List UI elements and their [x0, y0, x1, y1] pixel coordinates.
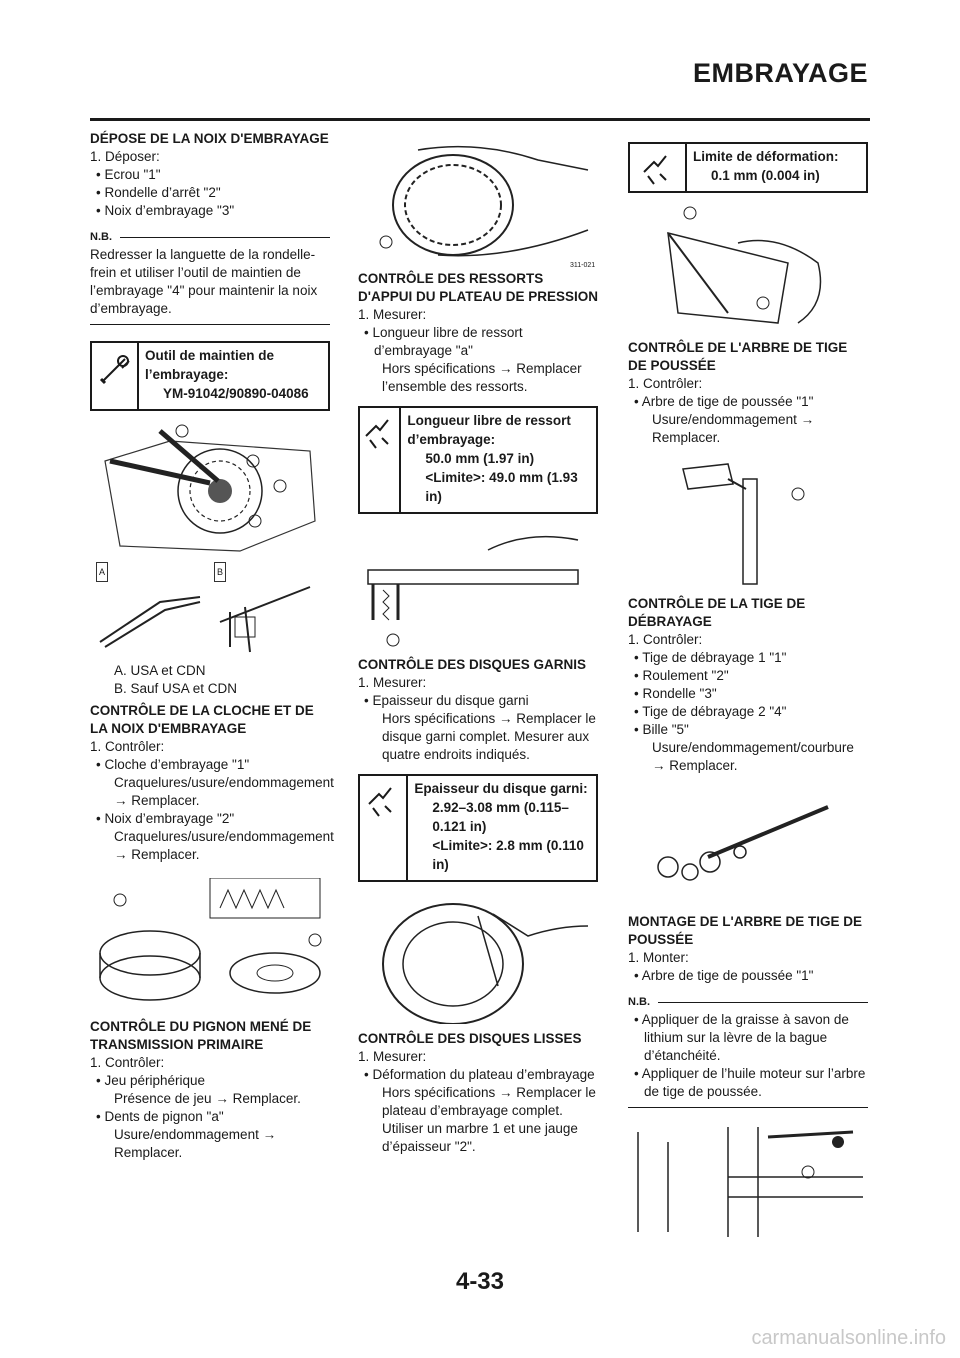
bullet-item: • Cloche d’embrayage "1"	[96, 757, 250, 772]
legend-item: B. Sauf USA et CDN	[114, 681, 238, 696]
flatness-check-figure	[628, 203, 868, 333]
tool-box	[90, 341, 330, 411]
spec-box	[628, 142, 868, 193]
bullet-detail: Hors spécifications → Remplacer le plateau d’embrayage complet. Utiliser un marbre 1 et une jauge d’épaisseur "2".	[382, 1085, 596, 1154]
note-block	[628, 993, 868, 1108]
tool-number: YM-91042/90890-04086	[163, 386, 309, 401]
step: 1. Monter:	[628, 950, 689, 965]
spec-title: Longueur libre de ressort d’embrayage:	[407, 413, 571, 447]
bullet-item: • Ecrou "1"	[96, 167, 161, 182]
note-label: N.B.	[628, 996, 650, 1008]
spec-value: 50.0 mm (1.97 in)	[425, 451, 535, 466]
step: 1. Déposer:	[90, 149, 160, 164]
bullet-item: • Tige de débrayage 2 "4"	[634, 704, 787, 719]
note-block	[90, 228, 330, 325]
bullet-item: • Epaisseur du disque garni	[364, 693, 529, 708]
note-item: • Appliquer de l’huile moteur sur l’arbre de tige de poussée.	[634, 1066, 866, 1099]
bullet-item: • Rondelle "3"	[634, 686, 717, 701]
caliper-icon	[360, 776, 408, 880]
bullet-detail: Usure/endommagement → Remplacer.	[652, 412, 815, 445]
section-title: CONTRÔLE DE LA TIGE DE DÉBRAYAGE	[628, 596, 806, 629]
bullet-detail: Usure/endommagement → Remplacer.	[114, 1127, 277, 1160]
step: 1. Contrôler:	[628, 632, 703, 647]
bullet-item: • Tige de débrayage 1 "1"	[634, 650, 787, 665]
note-label: N.B.	[90, 231, 112, 243]
wrench-icon	[92, 343, 139, 409]
section-title: CONTRÔLE DE L'ARBRE DE TIGE DE POUSSÉE	[628, 340, 848, 373]
note-text: Redresser la languette de la rondelle-frein et utiliser l’outil de maintien de l’embrayage "4" pour maintenir la noix d’embrayage.	[90, 247, 318, 316]
bullet-detail: Craquelures/usure/endommagement → Remplacer.	[114, 775, 334, 808]
header-rule	[90, 118, 870, 121]
clutch-holder-figure	[90, 421, 325, 556]
bullet-detail: Usure/endommagement/courbure → Remplacer.	[652, 740, 854, 773]
spec-box	[358, 774, 598, 882]
step: 1. Mesurer:	[358, 675, 427, 690]
clutch-boss-figure	[90, 878, 325, 1008]
bullet-detail: Hors spécifications → Remplacer l’ensemble des ressorts.	[382, 361, 582, 394]
spec-limit: <Limite>: 2.8 mm (0.110 in)	[432, 838, 584, 872]
page-title: EMBRAYAGE	[692, 58, 868, 88]
bullet-item: • Longueur libre de ressort d’embrayage "a"	[364, 325, 523, 358]
bullet-item: • Arbre de tige de poussée "1"	[634, 968, 814, 983]
step: 1. Contrôler:	[90, 1055, 165, 1070]
friction-plate-figure	[358, 896, 598, 1024]
column-3	[628, 130, 868, 1248]
section-title: CONTRÔLE DES RESSORTS D'APPUI DU PLATEAU DE PRESSION	[358, 271, 598, 304]
bullet-item: • Rondelle d’arrêt "2"	[96, 185, 221, 200]
spec-box	[358, 406, 598, 514]
section-title: CONTRÔLE DU PIGNON MENÉ DE TRANSMISSION PRIMAIRE	[90, 1019, 312, 1052]
bullet-item: • Dents de pignon "a"	[96, 1109, 224, 1124]
bullet-item: • Jeu périphérique	[96, 1073, 206, 1088]
bullet-item: • Arbre de tige de poussée "1"	[634, 394, 814, 409]
tool-title: Outil de maintien de l’embrayage:	[145, 348, 275, 382]
section-title: CONTRÔLE DES DISQUES GARNIS	[358, 657, 587, 672]
column-2	[358, 130, 598, 1156]
page-number: 4-33	[455, 1268, 505, 1295]
step: 1. Mesurer:	[358, 1049, 427, 1064]
bullet-detail: Hors spécifications → Remplacer le disque garni complet. Mesurer aux quatre endroits indiqués.	[382, 711, 596, 762]
installation-figure	[628, 1122, 868, 1242]
caliper-icon	[630, 144, 687, 191]
spec-title: Limite de déformation:	[693, 149, 839, 164]
bullet-item: • Déformation du plateau d’embrayage	[364, 1067, 595, 1082]
bullet-item: • Noix d’embrayage "2"	[96, 811, 235, 826]
step: 1. Contrôler:	[90, 739, 165, 754]
push-lever-shaft-figure	[628, 459, 868, 589]
column-1	[90, 130, 334, 1162]
step: 1. Contrôler:	[628, 376, 703, 391]
bullet-item: • Roulement "2"	[634, 668, 729, 683]
bullet-item: • Noix d’embrayage "3"	[96, 203, 235, 218]
bullet-item: • Bille "5"	[634, 722, 689, 737]
push-rod-figure	[628, 787, 868, 907]
bullet-detail: Présence de jeu → Remplacer.	[114, 1091, 301, 1106]
spec-limit: <Limite>: 49.0 mm (1.93 in)	[425, 470, 578, 504]
spec-value: 2.92–3.08 mm (0.115–0.121 in)	[432, 800, 569, 834]
section-title: CONTRÔLE DE LA CLOCHE ET DE LA NOIX D'EMBRAYAGE	[90, 703, 314, 736]
spec-value: 0.1 mm (0.004 in)	[711, 168, 820, 183]
legend-item: A. USA et CDN	[114, 663, 206, 678]
step: 1. Mesurer:	[358, 307, 427, 322]
caliper-icon	[360, 408, 401, 512]
spring-caliper-figure	[358, 530, 598, 650]
driven-gear-figure	[358, 130, 598, 270]
section-title: MONTAGE DE L'ARBRE DE TIGE DE POUSSÉE	[628, 914, 862, 947]
note-item: • Appliquer de la graisse à savon de lithium sur la lèvre de la bague d’étanchéité.	[634, 1012, 849, 1063]
watermark: carmanualsonline.info	[751, 1327, 946, 1349]
figure-label: B	[214, 562, 226, 582]
figure-label: A	[96, 562, 108, 582]
bullet-detail: Craquelures/usure/endommagement → Remplacer.	[114, 829, 334, 862]
tools-figure	[90, 562, 330, 662]
figure-code: 311-021	[570, 262, 596, 269]
section-title: DÉPOSE DE LA NOIX D'EMBRAYAGE	[90, 131, 329, 146]
section-title: CONTRÔLE DES DISQUES LISSES	[358, 1031, 582, 1046]
spec-title: Epaisseur du disque garni:	[414, 781, 588, 796]
